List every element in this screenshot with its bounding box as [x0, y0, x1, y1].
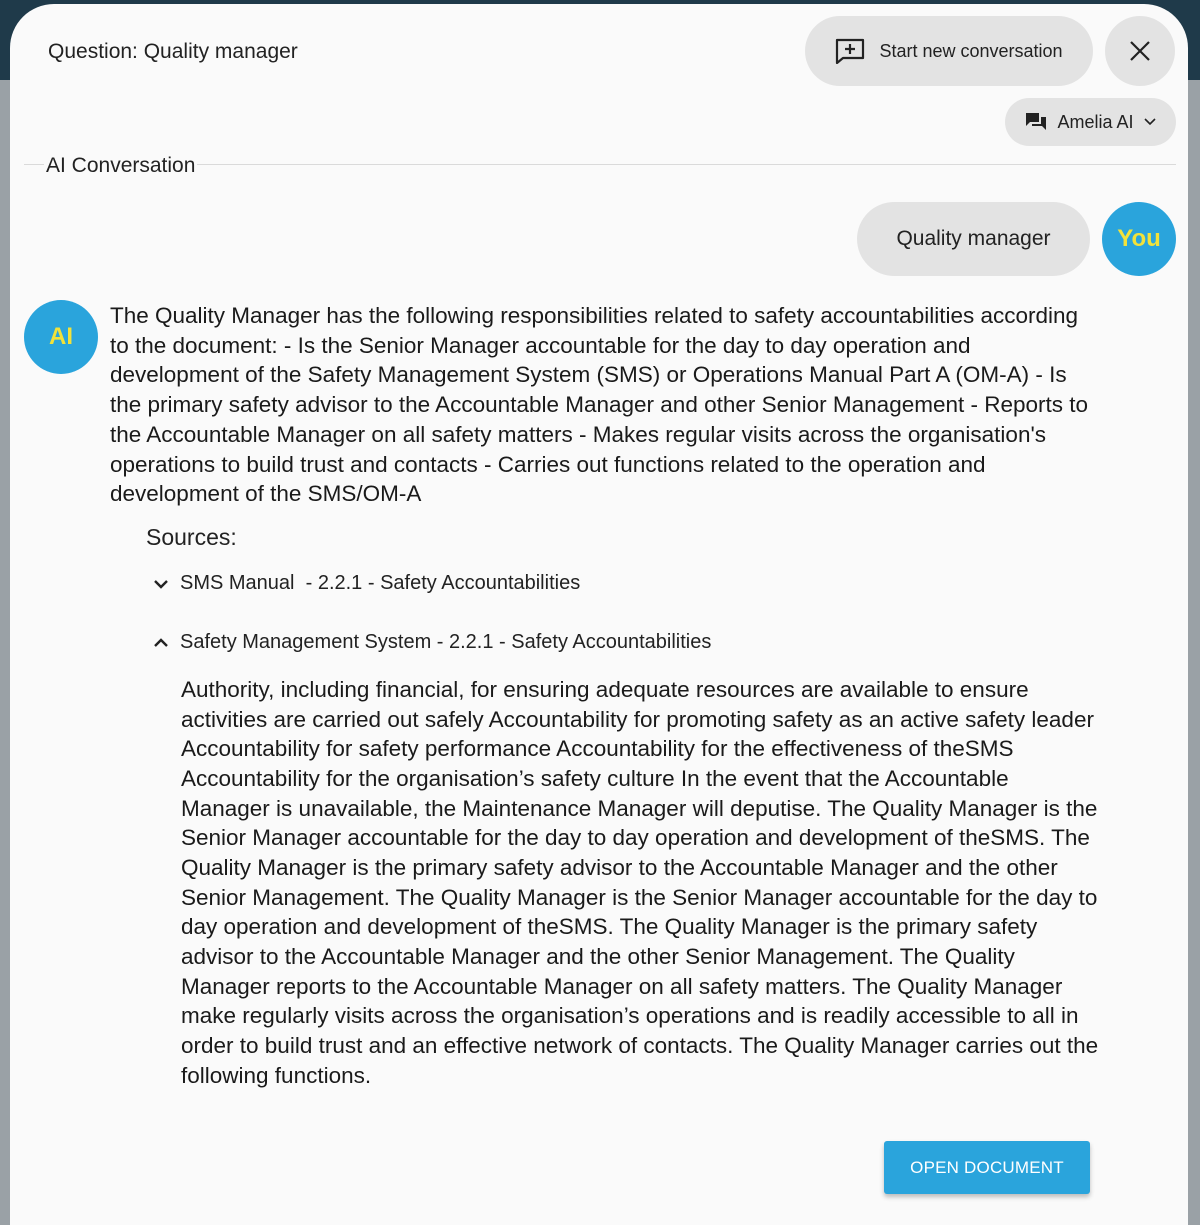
close-button[interactable] [1105, 16, 1175, 86]
section-label: AI Conversation [46, 154, 196, 177]
agent-selector-label: Amelia AI [1057, 111, 1134, 132]
source-item-safety-management-system[interactable] [152, 631, 711, 654]
user-message-bubble: Quality manager [857, 202, 1090, 276]
chevron-up-icon [152, 634, 170, 652]
chevron-down-icon [152, 575, 170, 593]
dialog-title: Question: Quality manager [48, 40, 298, 63]
open-document-button[interactable]: OPEN DOCUMENT [884, 1141, 1090, 1194]
start-new-conversation-label: Start new conversation [879, 40, 1063, 61]
ai-response-text: The Quality Manager has the following responsibilities related to safety accountabilities according to the document: - Is the Senior Manager accountable for the day to day operation and development of the Safety Management System (SMS) or Operations Manual Part A (OM-A) - Is the primary safety advisor to the Accountable Manager and other Senior Management - Reports to the Accountable Manager on all safety matters - Makes regular visits across the organisation's operations to build trust and contacts - Carries out functions related to the operation and development of the SMS/OM-A [110, 303, 1089, 507]
agent-selector[interactable] [1005, 98, 1176, 146]
source-item-title: Safety Management System - 2.2.1 - Safety Accountabilities [180, 631, 712, 653]
ai-avatar: AI [24, 300, 98, 374]
ai-conversation-dialog [10, 4, 1188, 1225]
source-excerpt-text: Authority, including financial, for ensuring adequate resources are available to ensure activities are carried out safely Accountability for promoting safety as an active safety leader Accountability for safety performance Accountability for the effectiveness of theSMS Accountability for the organisation’s safety culture In the event that the Accountable Manager is unavailable, the Maintenance Manager will deputise. The Quality Manager is the Senior Manager accountable for the day to day operation and development of theSMS. The Quality Manager is the primary safety advisor to the Accountable Manager and the other Senior Management. The Quality Manager is the Senior Manager accountable for the day to day operation and development of theSMS. The Quality Manager is the primary safety advisor to the Accountable Manager and the other Senior Management. The Quality Manager reports to the Accountable Manager on all safety matters. The Quality Manager make regularly visits across the organisation’s operations and is readily accessible to all in order to build trust and an effective network of contacts. The Quality Manager carries out the following functions. [181, 677, 1099, 1088]
chevron-down-icon [1144, 118, 1156, 126]
source-item-sms-manual[interactable] [152, 572, 580, 595]
start-new-conversation-button[interactable] [805, 16, 1093, 86]
chat-bubbles-icon [1025, 112, 1047, 132]
sources-label: Sources: [146, 524, 237, 550]
add-comment-icon [835, 38, 865, 64]
close-icon [1129, 40, 1151, 62]
source-item-title: SMS Manual - 2.2.1 - Safety Accountabilities [180, 572, 581, 594]
user-avatar: You [1102, 202, 1176, 276]
page-backdrop-right [1186, 80, 1200, 1225]
